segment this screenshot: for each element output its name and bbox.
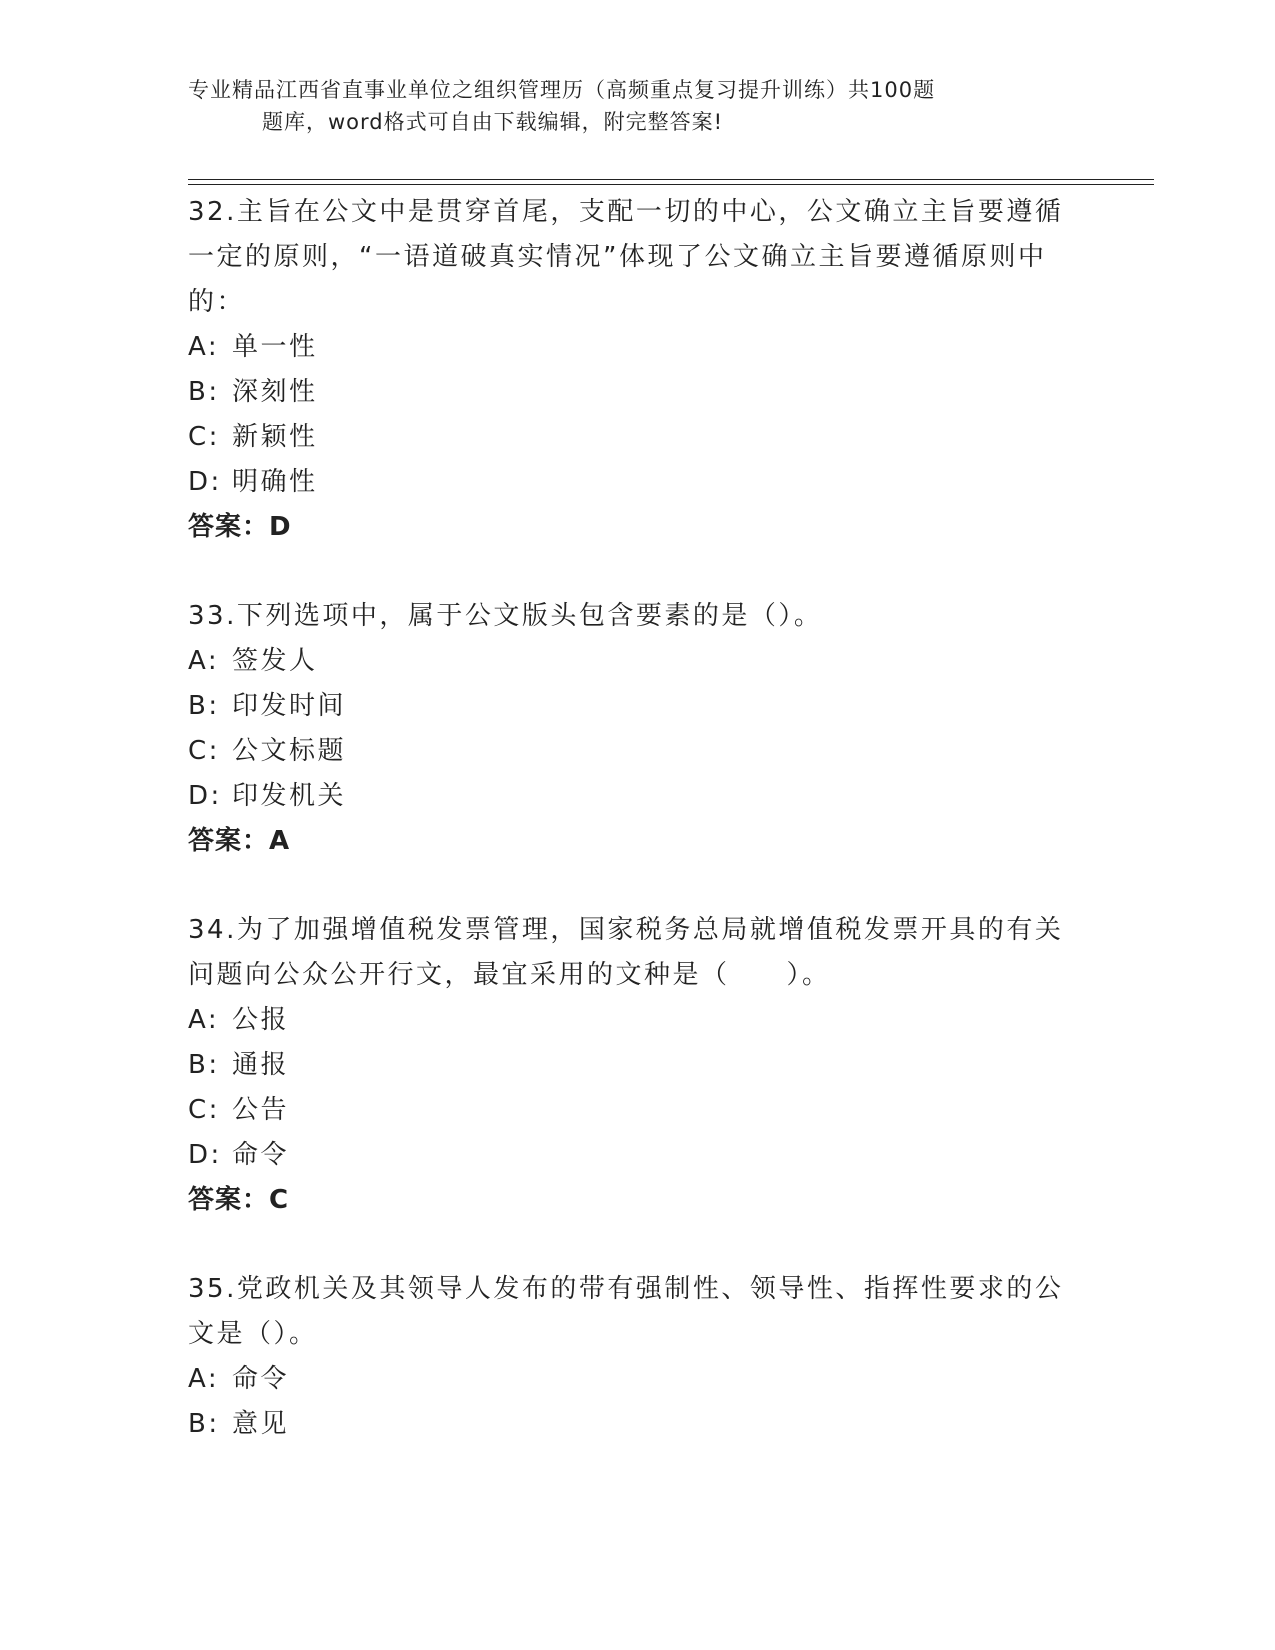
- option-text: 公告: [232, 1095, 290, 1125]
- option-key: D:: [188, 1140, 222, 1170]
- header-line-2: 题库，word格式可自由下载编辑，附完整答案!: [262, 110, 724, 134]
- document-header: [188, 74, 1048, 138]
- question-35: [188, 1267, 1078, 1447]
- question-stem: 33.下列选项中，属于公文版头包含要素的是（）。: [188, 601, 823, 631]
- option-text: 印发机关: [232, 781, 347, 811]
- option-b: [188, 1402, 1078, 1447]
- option-key: C:: [188, 1095, 220, 1125]
- option-key: B:: [188, 1409, 220, 1439]
- question-33: [188, 594, 1078, 864]
- option-a: [188, 998, 1078, 1043]
- option-text: 新颖性: [232, 422, 318, 452]
- question-32: [188, 190, 1078, 550]
- option-key: B:: [188, 1050, 220, 1080]
- option-text: 意见: [232, 1409, 290, 1439]
- option-b: [188, 370, 1078, 415]
- answer: 答案：C: [188, 1185, 290, 1215]
- option-b: [188, 684, 1078, 729]
- option-text: 公报: [232, 1005, 290, 1035]
- option-d: [188, 774, 1078, 819]
- question-stem: 34.为了加强增值税发票管理，国家税务总局就增值税发票开具的有关问题向公众公开行文，最宜采用的文种是（ ）。: [188, 915, 1064, 990]
- option-key: B:: [188, 377, 220, 407]
- option-a: [188, 325, 1078, 370]
- option-key: A:: [188, 332, 220, 362]
- option-c: [188, 415, 1078, 460]
- option-c: [188, 729, 1078, 774]
- option-key: D:: [188, 467, 222, 497]
- option-key: D:: [188, 781, 222, 811]
- answer: 答案：D: [188, 512, 292, 542]
- option-text: 明确性: [232, 467, 318, 497]
- option-text: 深刻性: [232, 377, 318, 407]
- option-key: A:: [188, 1005, 220, 1035]
- option-key: A:: [188, 1364, 220, 1394]
- option-key: B:: [188, 691, 220, 721]
- option-c: [188, 1088, 1078, 1133]
- option-a: [188, 639, 1078, 684]
- option-key: C:: [188, 736, 220, 766]
- answer: 答案：A: [188, 826, 291, 856]
- header-line-1: 专业精品江西省直事业单位之组织管理历（高频重点复习提升训练）共100题: [188, 78, 936, 102]
- option-a: [188, 1357, 1078, 1402]
- option-b: [188, 1043, 1078, 1088]
- option-text: 公文标题: [232, 736, 347, 766]
- option-text: 通报: [232, 1050, 290, 1080]
- option-text: 命令: [232, 1140, 290, 1170]
- option-d: [188, 460, 1078, 505]
- option-text: 印发时间: [232, 691, 347, 721]
- header-rule-bottom: [188, 184, 1154, 185]
- question-stem: 35.党政机关及其领导人发布的带有强制性、领导性、指挥性要求的公文是（）。: [188, 1274, 1064, 1349]
- option-key: A:: [188, 646, 220, 676]
- question-list: [188, 190, 1078, 1491]
- option-text: 签发人: [232, 646, 318, 676]
- option-text: 单一性: [232, 332, 318, 362]
- header-rule-top: [188, 179, 1154, 180]
- option-d: [188, 1133, 1078, 1178]
- question-stem: 32.主旨在公文中是贯穿首尾，支配一切的中心，公文确立主旨要遵循一定的原则，“一语道破真实情况”体现了公文确立主旨要遵循原则中的：: [188, 197, 1064, 317]
- question-34: [188, 908, 1078, 1223]
- option-text: 命令: [232, 1364, 290, 1394]
- option-key: C:: [188, 422, 220, 452]
